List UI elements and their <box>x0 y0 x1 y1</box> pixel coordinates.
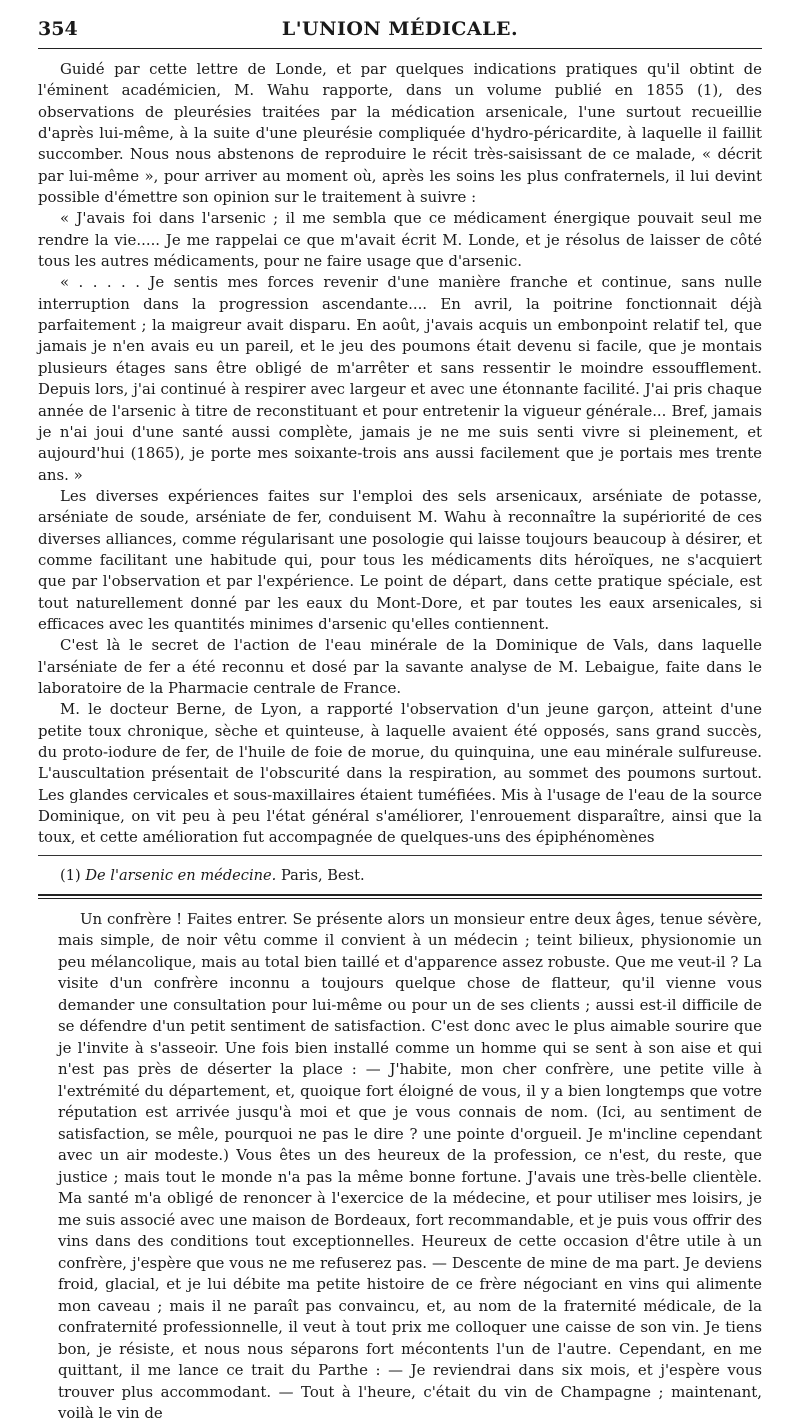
page-number: 354 <box>38 18 78 40</box>
feuilleton-paragraph: Un confrère ! Faites entrer. Se présente alors un monsieur entre deux âges, tenue sévère, mais simple, de noir vêtu comme il convient à un médecin ; teint bilieux, physionomie un peu mélancolique, mais au total bien taillé et d'apparence assez robuste. Que me veut-il ? La visite d'un confrère inconnu a toujours quelque chose de flatteur, qu'il vienne vous demander une consultation pour lui-même ou pour un de ses clients ; aussi est-il difficile de se défendre d'un petit sentiment de satisfaction. C'est donc avec le plus aimable sourire que je l'invite à s'asseoir. Une fois bien installé comme un homme qui se sent à son aise et qui n'est pas près de déserter la place : — J'habite, mon cher confrère, une petite ville à l'extrémité du département, et, quoique fort éloigné de vous, il y a bien longtemps que votre réputation est arrivée jusqu'à moi et que je vous connais de nom. (Ici, au sentiment de satisfaction, se mêle, pourquoi ne pas le dire ? une pointe d'orgueil. Je m'incline cependant avec un air modeste.) Vous êtes un des heureux de la profession, ce n'est, du reste, que justice ; mais tout le monde n'a pas la même bonne fortune. J'avais une très-belle clientèle. Ma santé m'a obligé de renoncer à l'exercice de la médecine, et pour utiliser mes loisirs, je me suis associé avec une maison de Bordeaux, fort recommandable, et je puis vous offrir des vins dans des conditions tout exceptionnelles. Heureux de cette occasion d'être utile à un confrère, j'espère que vous ne me refuserez pas. — Descente de mine de ma part. Je deviens froid, glacial, et je lui débite ma petite histoire de ce frère négociant en vins qui alimente mon caveau ; mais il ne paraît pas convaincu, et, au nom de la fraternité médicale, de la confraternité professionnelle, il veut à tout prix me colloquer une caisse de son vin. Je tiens bon, je résiste, et nous nous séparons fort mécontents l'un de l'autre. Cependant, en me quittant, il me lance ce trait du Parthe : — Je reviendrai dans six mois, et j'espère vous trouver plus accommodant. — Tout à l'heure, c'était du vin de Champagne ; maintenant, voilà le vin de <box>58 909 762 1423</box>
article-paragraph: M. le docteur Berne, de Lyon, a rapporté l'observation d'un jeune garçon, atteint d'une petite toux chronique, sèche et quinteuse, à laquelle avaient été opposés, sans grand succès, du proto-iodure de fer, de l'huile de foie de morue, du quinquina, une eau minérale sulfureuse. L'auscultation présentait de l'obscurité dans la respiration, au sommet des poumons surtout. Les glandes cervicales et sous-maxillaires étaient tuméfiées. Mis à l'usage de l'eau de la source Dominique, on vit peu à peu l'état général s'améliorer, l'enrouement disparaître, ainsi que la toux, et cette amélioration fut accompagnée de quelques-uns des épiphénomènes <box>38 700 762 847</box>
article-paragraph: Guidé par cette lettre de Londe, et par quelques indications pratiques qu'il obtint de l'éminent académicien, M. Wahu rapporte, dans un volume publié en 1855 (1), des observations de pleurésies traitées par la médication arsenicale, l'une surtout recueillie d'après lui-même, à la suite d'une pleurésie compliquée d'hydro-péricardite, à laquelle il faillit succomber. Nous nous abstenons de reproduire le récit très-saisissant de ce malade, « décrit par lui-même », pour arriver au moment où, après les soins les plus confraternels, il lui devint possible d'émettre son opinion sur le traitement à suivre : <box>38 60 762 207</box>
article-paragraph: « . . . . . Je sentis mes forces revenir d'une manière franche et continue, sans nulle interruption dans la progression ascendante.... En avril, la poitrine fonctionnait déjà parfaitement ; la maigreur avait disparu. En août, j'avais acquis un embonpoint relatif tel, que jamais je n'en avais eu un pareil, et le jeu des poumons était devenu si facile, que je montais plusieurs étages sans être obligé de m'arrêter et sans ressentir le moindre essoufflement. Depuis lors, j'ai continué à respirer avec largeur et avec une étonnante facilité. J'ai pris chaque année de l'arsenic à titre de reconstituant et pour entretenir la vigueur générale... Bref, jamais je n'ai joui d'une santé aussi complète, jamais je ne me suis senti vivre si pleinement, et aujourd'hui (1865), je porte mes soixante-trois ans aussi facilement que je portais mes trente ans. » <box>38 273 762 484</box>
running-title: L'UNION MÉDICALE. <box>281 18 519 40</box>
footnote-title: De l'arsenic en médecine. <box>85 866 277 884</box>
footnote-marker: (1) <box>60 866 81 884</box>
feuilleton-rule-thin <box>38 898 762 899</box>
feuilleton-rule-thick <box>38 894 762 896</box>
footnote-rest: Paris, Best. <box>280 866 365 884</box>
article-paragraph: Les diverses expériences faites sur l'emploi des sels arsenicaux, arséniate de potasse, arséniate de soude, arséniate de fer, conduisent M. Wahu à reconnaître la supériorité de ces diverses alliances, comme régularisant une posologie qui laisse toujours beaucoup à désirer, et comme facilitant une habitude qui, pour tous les médicaments dits héroïques, ne s'acquiert que par l'observation et par l'expérience. Le point de départ, dans cette pratique spéciale, est tout naturellement donné par les eaux du Mont-Dore, et par toutes les eaux arsenicales, si efficaces avec les quantités minimes d'arsenic qu'elles contiennent. <box>38 486 762 633</box>
article-paragraph: C'est là le secret de l'action de l'eau minérale de la Dominique de Vals, dans laquelle l'arséniate de fer a été reconnu et dosé par la savante analyse de M. Lebaigue, faite dans le laboratoire de la Pharmacie centrale de France. <box>38 636 762 697</box>
article-paragraph: « J'avais foi dans l'arsenic ; il me sembla que ce médicament énergique pouvait seul me rendre la vie..... Je me rappelai ce que m'avait écrit M. Londe, et je résolus de laisser de côté tous les autres médicaments, pour ne faire usage que d'arsenic. <box>38 209 762 271</box>
footnote <box>38 866 762 886</box>
feuilleton-body <box>38 909 762 1425</box>
header-rule <box>38 48 762 49</box>
page-header <box>38 14 762 40</box>
article-body <box>38 59 762 849</box>
footnote-rule <box>38 855 762 856</box>
